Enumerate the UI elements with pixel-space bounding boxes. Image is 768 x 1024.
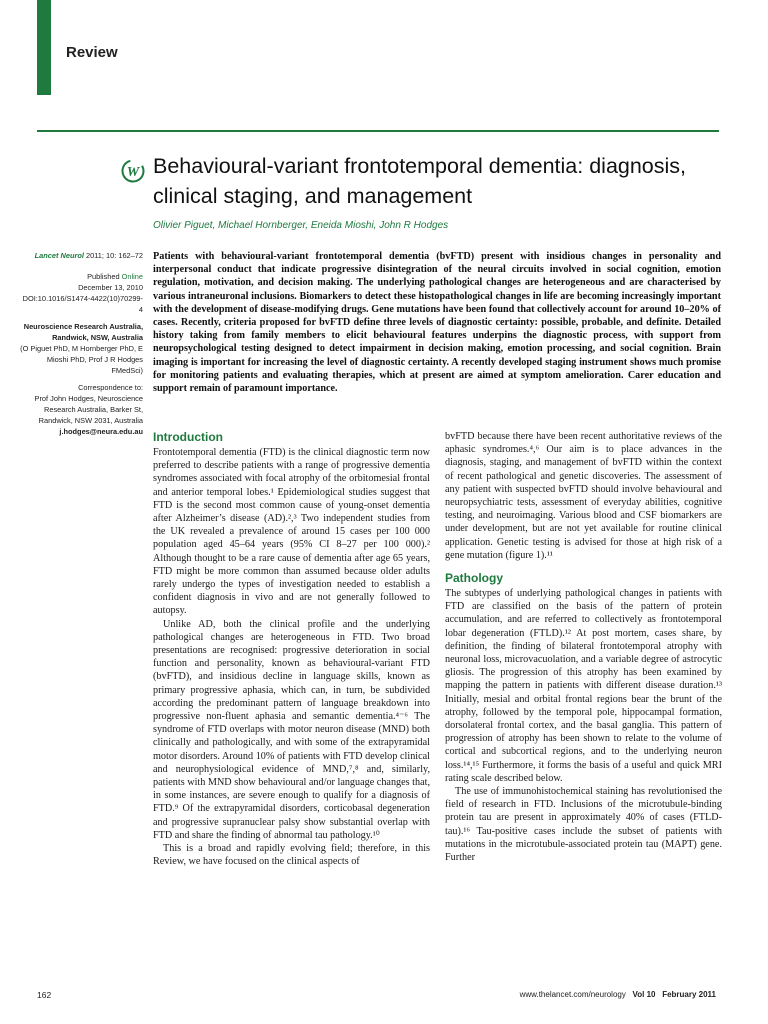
affiliation: Neuroscience Research Australia, Randwick, NSW, Australia [23, 322, 143, 342]
body-column-left [153, 430, 430, 869]
abstract: Patients with behavioural-variant frontotemporal dementia (bvFTD) present with insidious changes in personality and interpersonal conduct that indicate progressive disintegration of the neural circuits involved in social cognition, emotion regulation, motivation, and decision making. The underlying pathological changes are heterogeneous and are characterised by various intraneuronal inclusions. Biomarkers to detect these histopathological changes in life are becoming increasingly important with the development of disease-modifying drugs. Gene mutations have been found that collectively account for around 10–20% of cases. Recently, criteria proposed for bvFTD define three levels of diagnostic certainty: possible, probable, and definite. Detailed history taking from family members to elicit behavioural features underpins the diagnostic process, with support from neuropsychological testing designed to detect impairment in decision making, emotion processing, and social cognition. Brain imaging is important for increasing the level of diagnostic certainty. A recently developed staging instrument shows much promise for monitoring patients and evaluating therapies, which at present are aimed at symptom amelioration. Carer education and support remain of paramount importance. [153, 251, 721, 395]
correspondence-block [20, 382, 143, 437]
paragraph: Frontotemporal dementia (FTD) is the clinical diagnostic term now preferred to describe patients with a range of progressive dementia syndromes associated with focal atrophy of the orbitomesial frontal and anterior temporal lobes.¹ Epidemiological studies suggest that FTD is the second most common cause of young-onset dementia after Alzheimer’s disease (AD).²,³ Two independent studies from the UK revealed a prevalence of around 15 cases per 100 000 population aged 45–64 years (95% CI 8–27 per 100 000).² Although thought to be a rare cause of dementia after age 65 years, FTD might be more common than assumed because older adults rarely undergo the types of investigation needed to establish a confident diagnosis in vivo and are not generally followed to autopsy. [153, 447, 430, 617]
footer-url[interactable]: www.thelancet.com/neurology [519, 990, 626, 999]
doi: DOI:10.1016/S1474-4422(10)70299-4 [22, 294, 143, 314]
heading-pathology: Pathology [445, 571, 504, 586]
paragraph: The use of immunohistochemical staining has revolutionised the field of research in FTD. Inclusions of the microtubule-binding protein tau are present in approximately 40% of cases (FTLD-tau).¹⁶ Tau-positive cases include the subset of patients with mutations in the microtubule-associated protein tau (MAPT) gene. Further [445, 786, 722, 864]
published-online-link[interactable]: Online [121, 272, 143, 281]
article-title: Behavioural-variant frontotemporal dementia: diagnosis, clinical staging, and management [153, 154, 687, 208]
heading-introduction: Introduction [153, 430, 223, 444]
w-logo-icon [120, 158, 146, 184]
article-sidebar [20, 250, 143, 443]
citation [20, 250, 143, 261]
page-number: 162 [37, 990, 52, 1000]
author-list: Olivier Piguet, Michael Hornberger, Eneida Mioshi, John R Hodges [153, 220, 449, 231]
affiliation-names: (O Piguet PhD, M Hornberger PhD, E Mioshi PhD, Prof J R Hodges FMedSci) [20, 344, 143, 375]
affiliation-block [20, 321, 143, 376]
footer-journal-info [520, 990, 716, 999]
body-column-right [445, 430, 722, 864]
published-label: Published [87, 272, 122, 281]
journal-name: Lancet Neurol [34, 251, 84, 260]
published-date: December 13, 2010 [78, 283, 143, 292]
paragraph: The subtypes of underlying pathological changes in patients with FTD are classified on the basis of the pattern of protein accumulation, and are referred to collectively as frontotemporal lobar degeneration (FTLD).¹² At post mortem, cases share, by definition, the finding of bilateral frontotemporal atrophy with neuronal loss, microvacuolation, and a variable degree of astrocytic gliosis. The progression of this atrophy has been examined by mapping the pattern in patients with different disease duration.¹³ Initially, mesial and orbital frontal regions bear the brunt of the atrophy, followed by the temporal pole, hippocampal formation, dorsolateral frontal cortex, and the basal ganglia. This pattern of progression of atrophy has been shown to relate to the volume of cortical and subcortical regions, and to the underlying neuron loss.¹⁴,¹⁵ Furthermore, it forms the basis of a useful and quick MRI rating scale described below. [445, 588, 722, 784]
footer-date: February 2011 [662, 990, 716, 999]
lancet-w-logo-icon [120, 158, 146, 188]
paragraph: This is a broad and rapidly evolving field; therefore, in this Review, we have focused on the clinical aspects of [153, 843, 430, 868]
section-label: Review [66, 44, 118, 61]
header-rule [37, 130, 719, 132]
svg-text:W: W [126, 165, 140, 180]
correspondence-label: Correspondence to: [78, 383, 143, 392]
publication-info [20, 271, 143, 315]
paragraph: bvFTD because there have been recent authoritative reviews of the aphasic syndromes.⁴,⁶ Our aim is to place advances in the diagnosis, staging, and management of bvFTD within the context of recent pathological and genetic discoveries. The assessment of any patient with suspected bvFTD should involve behavioural and neuropsychiatric tests, assessment of everyday abilities, cognitive testing, and neuroimaging. Various blood and CSF biomarkers are under development, but are not yet available for routine clinical application. Genetic testing is advised for those at high risk of a gene mutation (figure 1).¹¹ [445, 431, 722, 561]
footer-volume: Vol 10 [632, 990, 656, 999]
citation-volume: 2011; 10: 162–72 [83, 251, 143, 260]
section-color-bar [37, 0, 51, 95]
correspondence-address: Prof John Hodges, Neuroscience Research Australia, Barker St, Randwick, NSW 2031, Australia [34, 394, 143, 425]
correspondence-email[interactable]: j.hodges@neura.edu.au [59, 427, 143, 436]
paragraph: Unlike AD, both the clinical profile and the underlying pathological changes are heterogeneous in FTD. Two broad presentations are recognised: progressive deterioration in social function and personality, known as behavioural-variant FTD (bvFTD), and insidious decline in language skills, known as primary progressive aphasia, which can, in turn, be subdivided according the predominant pattern of language breakdown into progressive non-fluent aphasia and semantic dementia.⁴⁻⁶ The syndrome of FTD overlaps with motor neuron disease (MND) both clinically and pathologically, and with some of the extrapyramidal motor disorders. Around 10% of patients with FTD develop clinical and neurophysiological evidence of MND,⁷,⁸ and, similarly, patients with MND show behavioural and/or language changes that, in some instances, are severe enough to qualify for a diagnosis of FTD.⁹ Of the extrapyramidal disorders, corticobasal degeneration and progressive supranuclear palsy show substantial overlap with FTD and share the finding of abnormal tau pathology.¹⁰ [153, 618, 430, 841]
